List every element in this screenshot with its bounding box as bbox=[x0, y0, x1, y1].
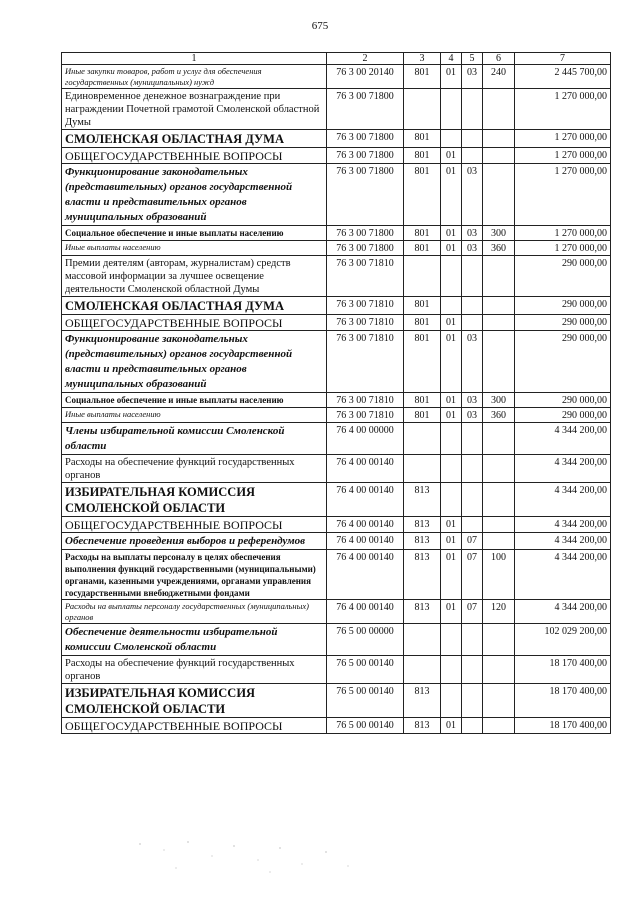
row-amount: 1 270 000,00 bbox=[515, 164, 611, 226]
row-code: 76 4 00 00140 bbox=[327, 517, 404, 533]
column-header: 2 bbox=[327, 53, 404, 65]
row-amount: 290 000,00 bbox=[515, 408, 611, 423]
table-row bbox=[62, 533, 611, 550]
row-subsection-code: 03 bbox=[462, 226, 483, 241]
row-code: 76 3 00 71810 bbox=[327, 408, 404, 423]
row-amount: 18 170 400,00 bbox=[515, 718, 611, 734]
column-header: 7 bbox=[515, 53, 611, 65]
row-subsection-code bbox=[462, 297, 483, 315]
row-expense-type bbox=[483, 423, 515, 455]
row-name: Члены избирательной комиссии Смоленской области bbox=[62, 423, 327, 455]
row-ministry-code: 801 bbox=[404, 315, 441, 331]
row-expense-type: 300 bbox=[483, 393, 515, 408]
row-code: 76 3 00 71810 bbox=[327, 393, 404, 408]
page-number: 675 bbox=[311, 20, 329, 32]
row-name: Функционирование законодательных (представительных) органов государственной власти и представительных органов муниципальных образований bbox=[62, 331, 327, 393]
row-ministry-code: 801 bbox=[404, 164, 441, 226]
table-row bbox=[62, 600, 611, 624]
row-code: 76 4 00 00140 bbox=[327, 483, 404, 517]
row-name: ОБЩЕГОСУДАРСТВЕННЫЕ ВОПРОСЫ bbox=[62, 517, 327, 533]
row-section-code: 01 bbox=[441, 65, 462, 89]
row-expense-type bbox=[483, 624, 515, 656]
table-row bbox=[62, 656, 611, 684]
row-subsection-code bbox=[462, 148, 483, 164]
table-row bbox=[62, 483, 611, 517]
table-row bbox=[62, 65, 611, 89]
row-section-code: 01 bbox=[441, 533, 462, 550]
row-amount: 2 445 700,00 bbox=[515, 65, 611, 89]
column-header: 6 bbox=[483, 53, 515, 65]
row-name: Расходы на выплаты персоналу в целях обеспечения выполнения функций государственными (муниципальными) органами, казенными учреждениями, органами управления государственными внебюджетными фондами bbox=[62, 550, 327, 600]
row-code: 76 3 00 71800 bbox=[327, 130, 404, 148]
row-ministry-code bbox=[404, 624, 441, 656]
row-name: Единовременное денежное вознаграждение при награждении Почетной грамотой Смоленской областной Думы bbox=[62, 89, 327, 130]
row-ministry-code: 813 bbox=[404, 600, 441, 624]
row-name: ОБЩЕГОСУДАРСТВЕННЫЕ ВОПРОСЫ bbox=[62, 718, 327, 734]
row-subsection-code: 03 bbox=[462, 65, 483, 89]
row-expense-type bbox=[483, 148, 515, 164]
row-name: Расходы на обеспечение функций государственных органов bbox=[62, 455, 327, 483]
row-section-code: 01 bbox=[441, 226, 462, 241]
row-expense-type bbox=[483, 684, 515, 718]
row-name: Социальное обеспечение и иные выплаты населению bbox=[62, 393, 327, 408]
row-section-code: 01 bbox=[441, 148, 462, 164]
row-ministry-code: 813 bbox=[404, 517, 441, 533]
table-row bbox=[62, 684, 611, 718]
row-code: 76 3 00 71810 bbox=[327, 297, 404, 315]
row-expense-type: 360 bbox=[483, 408, 515, 423]
row-name: Иные выплаты населению bbox=[62, 408, 327, 423]
column-header: 4 bbox=[441, 53, 462, 65]
table-row bbox=[62, 226, 611, 241]
row-section-code bbox=[441, 130, 462, 148]
table-row bbox=[62, 408, 611, 423]
row-section-code: 01 bbox=[441, 408, 462, 423]
row-expense-type: 120 bbox=[483, 600, 515, 624]
table-row bbox=[62, 148, 611, 164]
row-section-code bbox=[441, 89, 462, 130]
row-section-code bbox=[441, 684, 462, 718]
row-section-code bbox=[441, 656, 462, 684]
row-section-code bbox=[441, 624, 462, 656]
row-section-code: 01 bbox=[441, 315, 462, 331]
row-name: ИЗБИРАТЕЛЬНАЯ КОМИССИЯ СМОЛЕНСКОЙ ОБЛАСТИ bbox=[62, 483, 327, 517]
row-amount: 4 344 200,00 bbox=[515, 483, 611, 517]
row-subsection-code: 07 bbox=[462, 533, 483, 550]
row-subsection-code bbox=[462, 656, 483, 684]
row-subsection-code bbox=[462, 718, 483, 734]
row-ministry-code: 813 bbox=[404, 533, 441, 550]
row-ministry-code bbox=[404, 656, 441, 684]
row-amount: 18 170 400,00 bbox=[515, 684, 611, 718]
row-name: ОБЩЕГОСУДАРСТВЕННЫЕ ВОПРОСЫ bbox=[62, 315, 327, 331]
row-subsection-code bbox=[462, 684, 483, 718]
row-ministry-code bbox=[404, 455, 441, 483]
table-row bbox=[62, 718, 611, 734]
row-amount: 1 270 000,00 bbox=[515, 130, 611, 148]
row-code: 76 5 00 00140 bbox=[327, 718, 404, 734]
row-section-code: 01 bbox=[441, 718, 462, 734]
row-amount: 4 344 200,00 bbox=[515, 550, 611, 600]
row-code: 76 3 00 71810 bbox=[327, 315, 404, 331]
row-code: 76 4 00 00140 bbox=[327, 455, 404, 483]
row-subsection-code bbox=[462, 130, 483, 148]
table-row bbox=[62, 241, 611, 256]
row-code: 76 3 00 20140 bbox=[327, 65, 404, 89]
row-ministry-code bbox=[404, 89, 441, 130]
row-amount: 1 270 000,00 bbox=[515, 89, 611, 130]
row-amount: 18 170 400,00 bbox=[515, 656, 611, 684]
row-subsection-code: 03 bbox=[462, 393, 483, 408]
row-code: 76 4 00 00000 bbox=[327, 423, 404, 455]
row-section-code bbox=[441, 455, 462, 483]
row-amount: 4 344 200,00 bbox=[515, 455, 611, 483]
row-expense-type bbox=[483, 517, 515, 533]
row-subsection-code bbox=[462, 624, 483, 656]
row-code: 76 4 00 00140 bbox=[327, 600, 404, 624]
scan-noise-dots bbox=[130, 836, 360, 876]
row-expense-type bbox=[483, 483, 515, 517]
row-subsection-code bbox=[462, 315, 483, 331]
row-amount: 102 029 200,00 bbox=[515, 624, 611, 656]
row-code: 76 3 00 71810 bbox=[327, 331, 404, 393]
table-row bbox=[62, 130, 611, 148]
row-amount: 1 270 000,00 bbox=[515, 148, 611, 164]
column-header: 5 bbox=[462, 53, 483, 65]
row-code: 76 5 00 00140 bbox=[327, 656, 404, 684]
row-code: 76 3 00 71810 bbox=[327, 256, 404, 297]
row-section-code bbox=[441, 297, 462, 315]
row-section-code bbox=[441, 483, 462, 517]
row-name: Премии деятелям (авторам, журналистам) средств массовой информации за лучшее освещение деятельности Смоленской областной Думы bbox=[62, 256, 327, 297]
row-expense-type bbox=[483, 130, 515, 148]
row-ministry-code: 801 bbox=[404, 65, 441, 89]
row-subsection-code bbox=[462, 423, 483, 455]
table-row bbox=[62, 315, 611, 331]
row-amount: 1 270 000,00 bbox=[515, 226, 611, 241]
row-ministry-code: 801 bbox=[404, 130, 441, 148]
column-header: 1 bbox=[62, 53, 327, 65]
row-expense-type bbox=[483, 256, 515, 297]
row-expense-type bbox=[483, 331, 515, 393]
row-code: 76 3 00 71800 bbox=[327, 226, 404, 241]
row-subsection-code bbox=[462, 256, 483, 297]
row-ministry-code bbox=[404, 256, 441, 297]
row-section-code: 01 bbox=[441, 164, 462, 226]
row-subsection-code bbox=[462, 517, 483, 533]
budget-table bbox=[61, 52, 611, 734]
row-ministry-code bbox=[404, 423, 441, 455]
table-row bbox=[62, 256, 611, 297]
row-name: Расходы на обеспечение функций государственных органов bbox=[62, 656, 327, 684]
row-ministry-code: 801 bbox=[404, 297, 441, 315]
row-ministry-code: 801 bbox=[404, 226, 441, 241]
row-expense-type bbox=[483, 718, 515, 734]
row-amount: 290 000,00 bbox=[515, 393, 611, 408]
row-section-code: 01 bbox=[441, 600, 462, 624]
table-row bbox=[62, 164, 611, 226]
column-header-row bbox=[62, 53, 611, 65]
table-row bbox=[62, 331, 611, 393]
row-expense-type bbox=[483, 89, 515, 130]
row-name: ОБЩЕГОСУДАРСТВЕННЫЕ ВОПРОСЫ bbox=[62, 148, 327, 164]
row-name: Обеспечение деятельности избирательной комиссии Смоленской области bbox=[62, 624, 327, 656]
row-expense-type: 240 bbox=[483, 65, 515, 89]
row-amount: 4 344 200,00 bbox=[515, 517, 611, 533]
row-ministry-code: 801 bbox=[404, 241, 441, 256]
row-amount: 290 000,00 bbox=[515, 297, 611, 315]
row-ministry-code: 813 bbox=[404, 684, 441, 718]
row-section-code: 01 bbox=[441, 241, 462, 256]
row-name: Иные выплаты населению bbox=[62, 241, 327, 256]
row-ministry-code: 801 bbox=[404, 148, 441, 164]
row-code: 76 3 00 71800 bbox=[327, 148, 404, 164]
row-expense-type bbox=[483, 164, 515, 226]
table-row bbox=[62, 297, 611, 315]
row-ministry-code: 813 bbox=[404, 483, 441, 517]
row-code: 76 5 00 00000 bbox=[327, 624, 404, 656]
row-amount: 290 000,00 bbox=[515, 315, 611, 331]
row-expense-type bbox=[483, 656, 515, 684]
row-code: 76 3 00 71800 bbox=[327, 241, 404, 256]
row-amount: 4 344 200,00 bbox=[515, 600, 611, 624]
row-expense-type: 100 bbox=[483, 550, 515, 600]
row-section-code bbox=[441, 256, 462, 297]
row-subsection-code: 03 bbox=[462, 241, 483, 256]
row-ministry-code: 801 bbox=[404, 331, 441, 393]
row-name: СМОЛЕНСКАЯ ОБЛАСТНАЯ ДУМА bbox=[62, 130, 327, 148]
row-amount: 4 344 200,00 bbox=[515, 423, 611, 455]
row-ministry-code: 813 bbox=[404, 550, 441, 600]
row-expense-type bbox=[483, 297, 515, 315]
row-ministry-code: 813 bbox=[404, 718, 441, 734]
table-row bbox=[62, 423, 611, 455]
row-code: 76 3 00 71800 bbox=[327, 89, 404, 130]
row-subsection-code: 03 bbox=[462, 331, 483, 393]
row-subsection-code bbox=[462, 455, 483, 483]
row-name: Функционирование законодательных (представительных) органов государственной власти и представительных органов муниципальных образований bbox=[62, 164, 327, 226]
row-amount: 1 270 000,00 bbox=[515, 241, 611, 256]
table-row bbox=[62, 393, 611, 408]
row-name: СМОЛЕНСКАЯ ОБЛАСТНАЯ ДУМА bbox=[62, 297, 327, 315]
row-amount: 4 344 200,00 bbox=[515, 533, 611, 550]
row-name: Социальное обеспечение и иные выплаты населению bbox=[62, 226, 327, 241]
table-row bbox=[62, 550, 611, 600]
row-expense-type bbox=[483, 533, 515, 550]
table-row bbox=[62, 624, 611, 656]
row-section-code: 01 bbox=[441, 550, 462, 600]
row-code: 76 5 00 00140 bbox=[327, 684, 404, 718]
row-expense-type: 360 bbox=[483, 241, 515, 256]
row-subsection-code: 07 bbox=[462, 600, 483, 624]
row-name: Обеспечение проведения выборов и референдумов bbox=[62, 533, 327, 550]
row-section-code bbox=[441, 423, 462, 455]
table-row bbox=[62, 455, 611, 483]
row-subsection-code bbox=[462, 483, 483, 517]
row-code: 76 3 00 71800 bbox=[327, 164, 404, 226]
row-section-code: 01 bbox=[441, 517, 462, 533]
row-subsection-code: 03 bbox=[462, 408, 483, 423]
row-code: 76 4 00 00140 bbox=[327, 533, 404, 550]
row-subsection-code: 03 bbox=[462, 164, 483, 226]
row-amount: 290 000,00 bbox=[515, 331, 611, 393]
table-row bbox=[62, 517, 611, 533]
row-ministry-code: 801 bbox=[404, 408, 441, 423]
table-row bbox=[62, 89, 611, 130]
row-amount: 290 000,00 bbox=[515, 256, 611, 297]
row-name: ИЗБИРАТЕЛЬНАЯ КОМИССИЯ СМОЛЕНСКОЙ ОБЛАСТИ bbox=[62, 684, 327, 718]
row-ministry-code: 801 bbox=[404, 393, 441, 408]
row-expense-type bbox=[483, 455, 515, 483]
column-header: 3 bbox=[404, 53, 441, 65]
row-section-code: 01 bbox=[441, 393, 462, 408]
row-code: 76 4 00 00140 bbox=[327, 550, 404, 600]
row-name: Расходы на выплаты персоналу государственных (муниципальных) органов bbox=[62, 600, 327, 624]
row-subsection-code bbox=[462, 89, 483, 130]
row-expense-type: 300 bbox=[483, 226, 515, 241]
row-subsection-code: 07 bbox=[462, 550, 483, 600]
row-section-code: 01 bbox=[441, 331, 462, 393]
row-name: Иные закупки товаров, работ и услуг для обеспечения государственных (муниципальных) нужд bbox=[62, 65, 327, 89]
row-expense-type bbox=[483, 315, 515, 331]
